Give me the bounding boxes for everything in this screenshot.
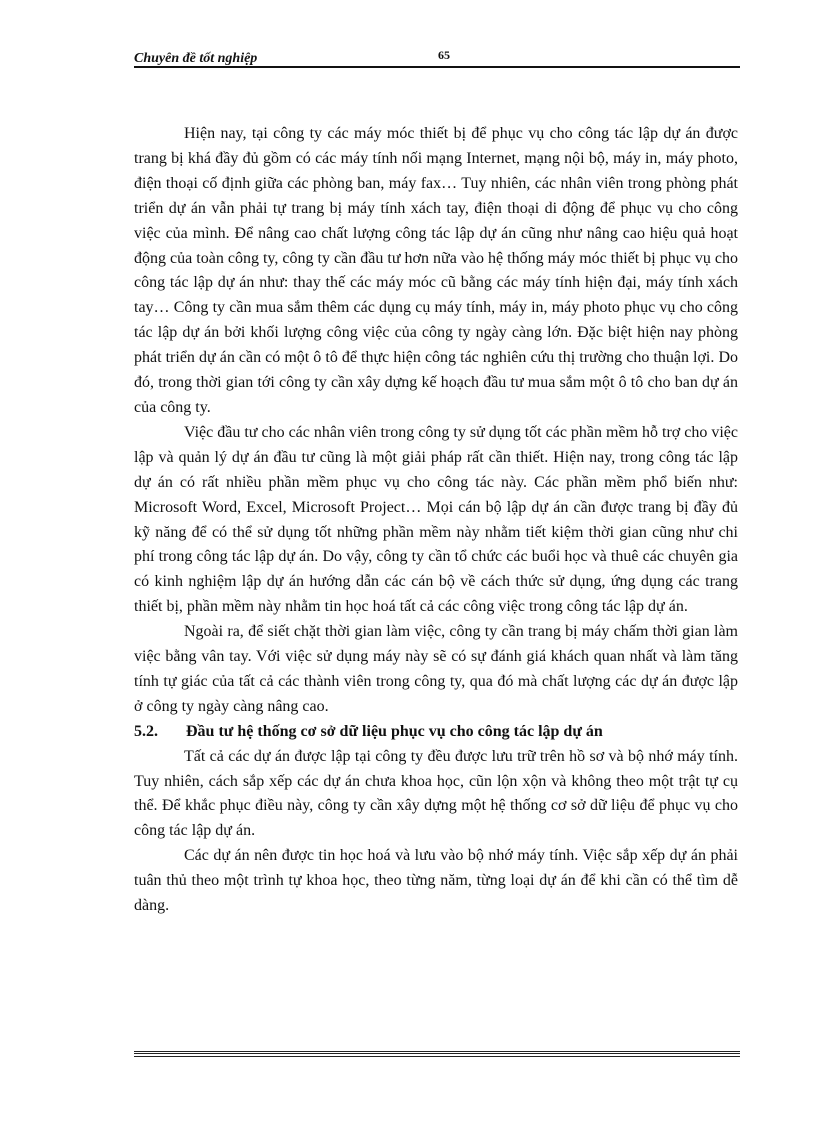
section-title: Đầu tư hệ thống cơ sở dữ liệu phục vụ cho công tác lập dự án — [186, 722, 603, 740]
paragraph-equipment: Hiện nay, tại công ty các máy móc thiết bị để phục vụ cho công tác lập dự án được trang bị khá đầy đủ gồm có các máy tính nối mạng Internet, mạng nội bộ, máy in, máy photo, điện thoại cố định giữa các phòng ban, máy fax… Tuy nhiên, các nhân viên trong phòng phát triển dự án vẫn phải tự trang bị máy tính xách tay, điện thoại di động để phục vụ cho công việc của mình. Để nâng cao chất lượng công tác lập dự án cũng như nâng cao hiệu quả hoạt động của toàn công ty, công ty cần đầu tư hơn nữa vào hệ thống máy móc thiết bị phục vụ cho công tác lập dự án như: thay thế các máy móc cũ bằng các máy tính hiện đại, máy tính xách tay… Công ty cần mua sắm thêm các dụng cụ máy tính, máy in, máy photo phục vụ cho công tác lập dự án bởi khối lượng công việc của công ty ngày càng lớn. Đặc biệt hiện nay phòng phát triển dự án cần có một ô tô để thực hiện công tác nghiên cứu thị trường cho thuận lợi. Do đó, trong thời gian tới công ty cần xây dựng kế hoạch đầu tư mua sắm một ô tô cho ban dự án của công ty. — [134, 125, 738, 416]
footer-divider-inner — [134, 1053, 740, 1054]
footer-divider — [134, 1051, 740, 1057]
paragraph-timekeeping: Ngoài ra, để siết chặt thời gian làm việc, công ty cần trang bị máy chấm thời gian làm việc bằng vân tay. Với việc sử dụng máy này sẽ có sự đánh giá khách quan nhất và làm tăng tính tự giác của tất cả các thành viên trong công ty, qua đó mà chất lượng các dự án được lập ở công ty ngày càng nâng cao. — [134, 623, 738, 715]
document-title: Chuyên đề tốt nghiệp — [134, 51, 258, 66]
paragraph-database-current: Tất cả các dự án được lập tại công ty đều được lưu trữ trên hồ sơ và bộ nhớ máy tính. Tuy nhiên, cách sắp xếp các dự án chưa khoa học, cũn lộn xộn và không theo một trật tự cụ thể. Để khắc phục điều này, công ty cần xây dựng một hệ thống cơ sở dữ liệu để phục vụ cho công tác lập dự án. — [134, 747, 738, 840]
header-divider — [134, 66, 740, 68]
page-header — [134, 44, 740, 68]
section-heading — [134, 720, 738, 745]
paragraph-software-training: Việc đầu tư cho các nhân viên trong công ty sử dụng tốt các phần mềm hỗ trợ cho việc lập và quản lý dự án đầu tư cũng là một giải pháp rất cần thiết. Hiện nay, trong công tác lập dự án có rất nhiều phần mềm phục vụ cho công tác này. Các phần mềm phổ biến như: Microsoft Word, Excel, Microsoft Project… Mọi cán bộ lập dự án cần được trang bị đầy đủ kỹ năng để có thể sử dụng tốt những phần mềm này nhằm tiết kiệm thời gian cũng như chi phí trong công tác lập dự án. Do vậy, công ty cần tổ chức các buổi học và thuê các chuyên gia có kinh nghiệm lập dự án hướng dẫn các cán bộ về cách thức sử dụng, ứng dụng các trang thiết bị, phần mềm này nhằm tin học hoá tất cả các công việc trong công tác lập dự án. — [134, 423, 739, 616]
paragraph-database-organize: Các dự án nên được tin học hoá và lưu vào bộ nhớ máy tính. Việc sắp xếp dự án phải tuân thủ theo một trình tự khoa học, theo từng năm, từng loại dự án để khi cần có thể tìm dễ dàng. — [134, 847, 738, 915]
section-number: 5.2. — [134, 722, 158, 740]
page-body — [134, 122, 738, 919]
page-number: 65 — [438, 48, 450, 62]
